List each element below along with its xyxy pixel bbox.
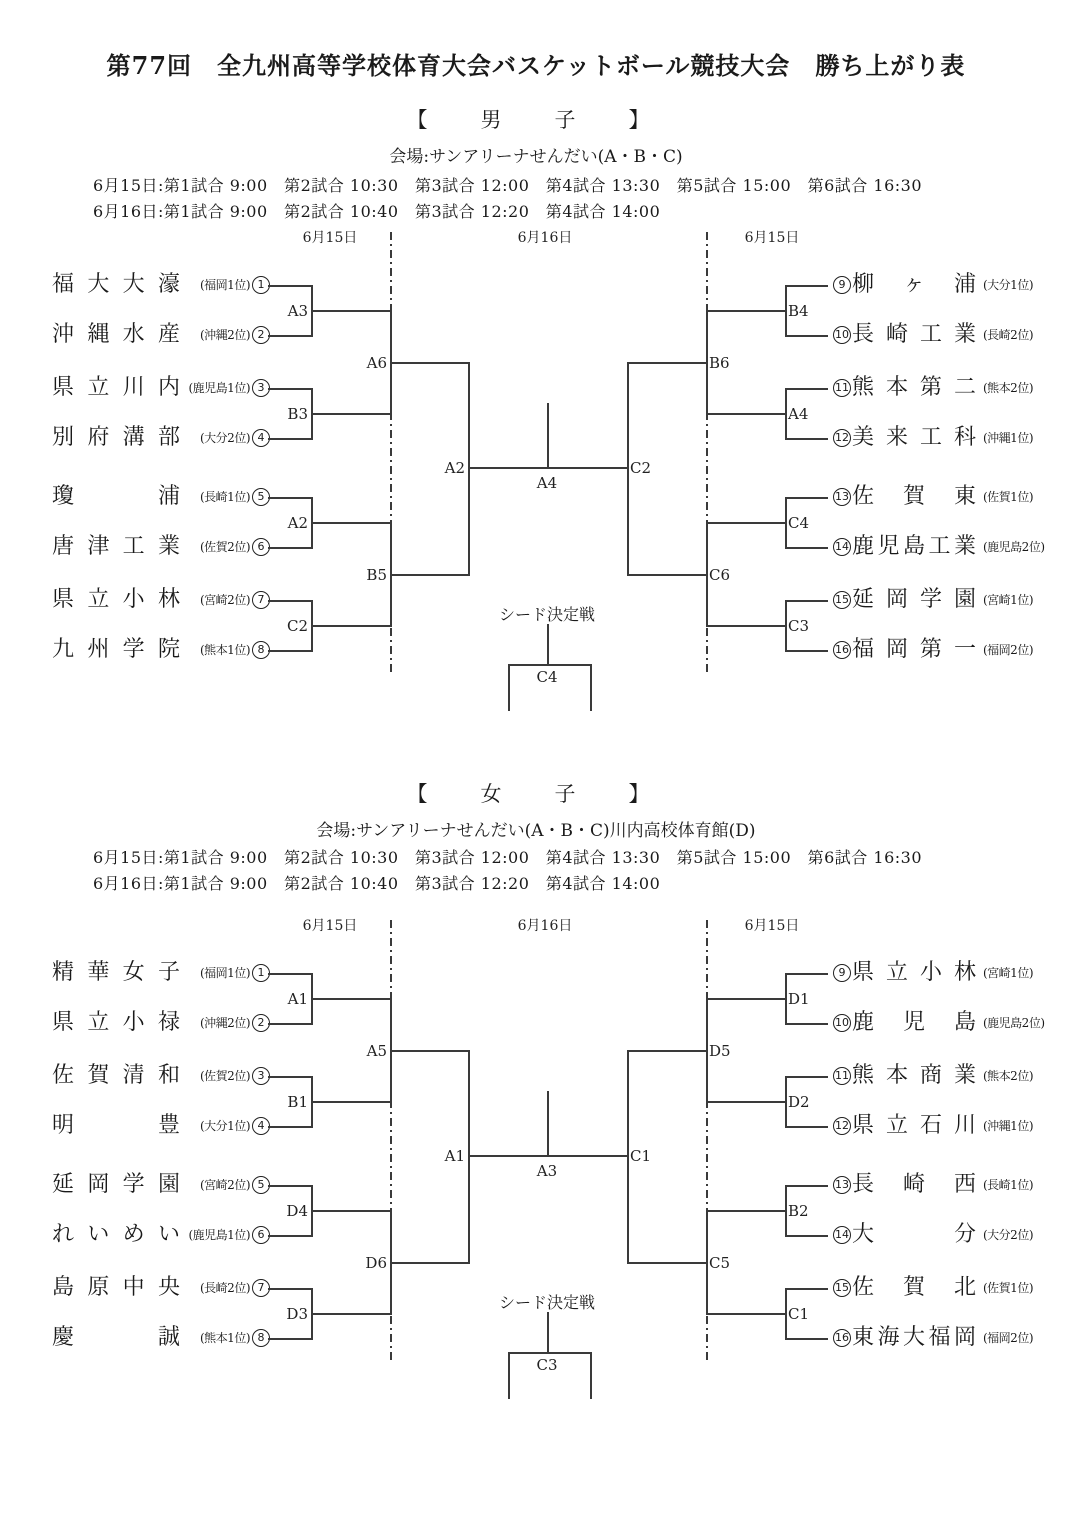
bracket-line [785,1185,787,1237]
section-heading-women: 【 女 子 】 [406,782,666,806]
team-name: 県立小林 [52,587,180,612]
team-row [833,1063,1072,1089]
bracket-line [390,1050,470,1052]
team-rank: (福岡1位) [200,278,250,292]
seed-number-badge: 14 [833,538,851,556]
team-row [52,1325,274,1351]
schedule-day2: 6月16日:第1試合 9:00 第2試合 10:40 第3試合 12:20 第4試合 14:00 [93,874,661,893]
team-rank: (宮崎2位) [200,1178,250,1192]
team-name: 島原中央 [52,1275,180,1300]
team-name: 佐賀北 [852,1275,976,1300]
bracket-line [706,1101,787,1103]
team-name: 鹿児島工業 [852,534,976,559]
match-code: B6 [709,354,730,372]
bracket-line [706,1210,787,1212]
seed-number-badge: 12 [833,1117,851,1135]
team-rank: (大分1位) [983,278,1033,292]
bracket-line [311,1076,313,1128]
seed-number-badge: 13 [833,1176,851,1194]
final-match-code: A3 [536,1162,558,1180]
section-heading-men: 【 男 子 】 [406,108,666,132]
team-name: 沖縄水産 [52,322,180,347]
final-match-code: A4 [536,474,558,492]
seed-number-badge: 10 [833,326,851,344]
bracket-line [785,973,787,1025]
team-rank: (鹿児島1位) [188,1228,250,1242]
bracket-line [311,1101,392,1103]
team-rank: (福岡1位) [200,966,250,980]
team-row [833,1222,1072,1248]
bracket-line [706,1313,787,1315]
seed-number-badge: 13 [833,488,851,506]
team-row [833,1113,1072,1139]
match-code: A2 [444,459,465,477]
seed-match-title: シード決定戦 [498,1293,595,1312]
bracket-line [311,998,392,1000]
team-row [52,1113,274,1139]
seed-number-badge: 5 [252,1176,270,1194]
bracket-line [706,998,787,1000]
match-code: A4 [788,405,809,423]
team-name: 柳ヶ浦 [852,272,976,297]
seed-number-badge: 15 [833,591,851,609]
team-row [833,1010,1072,1036]
team-name: 県立小禄 [52,1010,180,1035]
team-rank: (佐賀1位) [983,490,1033,504]
team-name: 瓊浦 [52,484,180,509]
team-name: 慶誠 [52,1325,180,1350]
match-code: C3 [788,617,810,635]
team-name: 県立小林 [852,960,976,985]
seed-number-badge: 7 [252,591,270,609]
seed-number-badge: 16 [833,1329,851,1347]
bracket-line [268,1235,311,1237]
team-name: 延岡学園 [852,587,976,612]
team-name: 大分 [852,1222,976,1247]
match-code: C4 [788,514,810,532]
seed-number-badge: 15 [833,1279,851,1297]
team-rank: (沖縄1位) [983,1119,1033,1133]
bracket-line [785,1235,828,1237]
bracket-line [547,1091,549,1157]
seed-number-badge: 6 [252,538,270,556]
match-code: A3 [287,302,308,320]
team-name: れいめい [52,1222,180,1247]
match-code: A2 [287,514,308,532]
seed-number-badge: 14 [833,1226,851,1244]
seed-number-badge: 2 [252,326,270,344]
bracket-line [785,973,828,975]
bracket-line [311,1313,392,1315]
team-name: 美来工科 [852,425,976,450]
team-row [833,1172,1072,1198]
team-row [833,960,1072,986]
seed-number-badge: 7 [252,1279,270,1297]
seed-number-badge: 9 [833,276,851,294]
column-date-center: 6月16日 [517,230,573,246]
column-date-center: 6月16日 [517,918,573,934]
team-name: 長崎工業 [852,322,976,347]
bracket-line [785,1185,828,1187]
column-date-right: 6月15日 [744,230,800,246]
match-code: B3 [287,405,308,423]
match-code: C2 [630,459,652,477]
team-name: 佐賀清和 [52,1063,180,1088]
match-code: D4 [286,1202,308,1220]
bracket-line [268,1076,311,1078]
team-name: 精華女子 [52,960,180,985]
bracket-line [268,1185,311,1187]
bracket-line [785,1076,828,1078]
team-rank: (宮崎1位) [983,593,1033,607]
seed-number-badge: 4 [252,429,270,447]
team-rank: (佐賀2位) [200,540,250,554]
bracket-line [268,1338,311,1340]
schedule-day1: 6月15日:第1試合 9:00 第2試合 10:30 第3試合 12:00 第4試合 13:30 第5試合 15:00 第6試合 16:30 [93,176,923,195]
team-rank: (熊本1位) [200,643,250,657]
team-name: 鹿児島 [852,1010,976,1035]
seed-number-badge: 1 [252,964,270,982]
team-rank: (大分1位) [200,1119,250,1133]
team-row [52,1063,274,1089]
bracket-line [627,1050,708,1052]
team-rank: (福岡2位) [983,643,1033,657]
team-rank: (鹿児島2位) [983,540,1045,554]
team-rank: (長崎2位) [983,328,1033,342]
bracket-line [508,1352,510,1399]
bracket-line [311,1210,392,1212]
team-rank: (鹿児島1位) [188,381,250,395]
match-code: C6 [709,566,731,584]
seed-number-badge: 11 [833,379,851,397]
team-name: 福大大濠 [52,272,180,297]
bracket-line [508,1352,592,1354]
schedule-day1: 6月15日:第1試合 9:00 第2試合 10:30 第3試合 12:00 第4試合 13:30 第5試合 15:00 第6試合 16:30 [93,848,923,867]
bracket-line [590,1352,592,1399]
venue-line: 会場:サンアリーナせんだい(A・B・C) [389,147,683,167]
team-rank: (沖縄2位) [200,328,250,342]
team-name: 熊本第二 [852,375,976,400]
seed-number-badge: 10 [833,1014,851,1032]
column-date-left: 6月15日 [302,918,358,934]
bracket-line [268,1288,311,1290]
match-code: D5 [709,1042,731,1060]
bracket-dashed-line [390,920,392,1360]
seed-number-badge: 16 [833,641,851,659]
match-code: B4 [788,302,809,320]
team-rank: (沖縄2位) [200,1016,250,1030]
match-code: A5 [366,1042,387,1060]
team-row [52,1222,274,1248]
seed-match-code: C4 [536,668,558,686]
team-name: 県立石川 [852,1113,976,1138]
seed-number-badge: 1 [252,276,270,294]
seed-number-badge: 9 [833,964,851,982]
schedule-day2: 6月16日:第1試合 9:00 第2試合 10:40 第3試合 12:20 第4試合 14:00 [93,202,661,221]
team-row [52,1172,274,1198]
bracket-line [390,1262,470,1264]
bracket-line [268,1023,311,1025]
bracket-line [311,973,313,1025]
team-rank: (熊本1位) [200,1331,250,1345]
team-rank: (熊本2位) [983,1069,1033,1083]
seed-number-badge: 12 [833,429,851,447]
bracket-line [785,1076,787,1128]
seed-number-badge: 8 [252,1329,270,1347]
bracket-line [785,1126,828,1128]
match-code: B2 [788,1202,809,1220]
match-code: D1 [788,990,810,1008]
team-row [833,1275,1072,1301]
team-rank: (宮崎2位) [200,593,250,607]
bracket-line [785,1288,828,1290]
seed-number-badge: 5 [252,488,270,506]
team-name: 熊本商業 [852,1063,976,1088]
team-rank: (大分2位) [983,1228,1033,1242]
team-rank: (鹿児島2位) [983,1016,1045,1030]
bracket-dashed-line [706,920,708,1360]
team-rank: (宮崎1位) [983,966,1033,980]
match-code: A1 [287,990,308,1008]
venue-line: 会場:サンアリーナせんだい(A・B・C)川内高校体育館(D) [316,821,756,841]
team-name: 別府溝部 [52,425,180,450]
team-rank: (沖縄1位) [983,431,1033,445]
match-code: D2 [788,1093,810,1111]
team-rank: (長崎1位) [200,490,250,504]
seed-number-badge: 3 [252,1067,270,1085]
team-row [52,1010,274,1036]
bracket-line [268,1126,311,1128]
match-code: C2 [286,617,308,635]
match-code: A6 [366,354,387,372]
bracket-line [311,1185,313,1237]
bracket-line [311,1288,313,1340]
seed-match-title: シード決定戦 [498,605,595,624]
team-rank: (佐賀1位) [983,1281,1033,1295]
team-name: 県立川内 [52,375,180,400]
seed-number-badge: 11 [833,1067,851,1085]
team-rank: (佐賀2位) [200,1069,250,1083]
bracket-line [627,1050,629,1264]
team-row [52,1275,274,1301]
match-code: D6 [365,1254,387,1272]
team-name: 福岡第一 [852,637,976,662]
column-date-left: 6月15日 [302,230,358,246]
team-name: 東海大福岡 [852,1325,976,1350]
team-rank: (長崎1位) [983,1178,1033,1192]
seed-number-badge: 6 [252,1226,270,1244]
seed-number-badge: 2 [252,1014,270,1032]
bracket-line [268,973,311,975]
column-date-right: 6月15日 [744,918,800,934]
team-name: 唐津工業 [52,534,180,559]
team-rank: (熊本2位) [983,381,1033,395]
bracket-line [468,1050,470,1264]
match-code: D3 [286,1305,308,1323]
match-code: C1 [788,1305,810,1323]
bracket-line [785,1288,787,1340]
bracket-line [785,1338,828,1340]
team-name: 佐賀東 [852,484,976,509]
bracket-line [627,1262,708,1264]
team-row [833,1325,1072,1351]
match-code: B5 [366,566,387,584]
match-code: B1 [287,1093,308,1111]
seed-match-code: C3 [536,1356,558,1374]
page-title: 第77回 全九州高等学校体育大会バスケットボール競技大会 勝ち上がり表 [106,51,966,80]
team-name: 九州学院 [52,637,180,662]
team-row [52,960,274,986]
match-code: C5 [709,1254,731,1272]
team-name: 明豊 [52,1113,180,1138]
bracket-line [785,1023,828,1025]
match-code: C1 [630,1147,652,1165]
seed-number-badge: 3 [252,379,270,397]
seed-number-badge: 4 [252,1117,270,1135]
team-name: 長崎西 [852,1172,976,1197]
match-code: A1 [444,1147,465,1165]
seed-number-badge: 8 [252,641,270,659]
team-rank: (大分2位) [200,431,250,445]
team-rank: (長崎2位) [200,1281,250,1295]
team-name: 延岡学園 [52,1172,180,1197]
team-rank: (福岡2位) [983,1331,1033,1345]
bracket-line [547,1312,549,1354]
